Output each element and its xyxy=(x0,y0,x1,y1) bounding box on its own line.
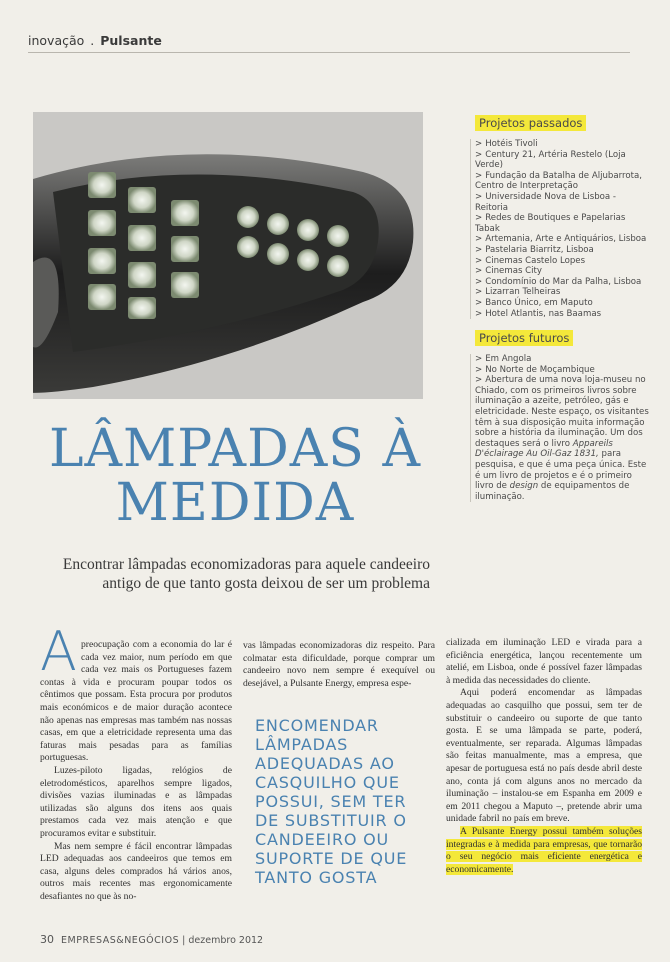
list-item: > Universidade Nova de Lisboa - Reitoria xyxy=(475,191,617,213)
past-projects-list xyxy=(470,139,650,319)
magazine-name: EMPRESAS&NEGÓCIOS xyxy=(61,935,180,946)
drop-cap: A xyxy=(40,620,77,683)
paragraph: preocupação com a economia do lar é cada vez maior, num período em que cada vez mais os Portugueses fazem contas à vida e procuram poupar todos os cêntimos que possam. Esta procura por produtos mais económicos e de maior duração acontece não apenas nas empresas mas também nas nossas casas, em que a eletricidade representa uma das faturas mais pesadas para as famílias portuguesas. xyxy=(40,639,232,764)
article-subhead: Encontrar lâmpadas economizadoras para aquele candeeiro antigo de que tanto gosta deixou de ser um problema xyxy=(62,556,430,592)
body-column-1 xyxy=(40,620,232,903)
led-lamp-photo xyxy=(33,112,423,399)
headline-line-1: LÂMPADAS À xyxy=(48,419,422,479)
list-item: > Hotel Atlantis, nas Baamas xyxy=(475,308,602,319)
list-item: > Condomínio do Mar da Palha, Lisboa xyxy=(475,276,642,287)
future-projects-title: Projetos futuros xyxy=(475,330,573,346)
paragraph: Aqui poderá encomendar as lâmpadas adequadas ao casquilho que possui, sem ter de substituir o candeeiro ou suporte de que tanto gosta. E se uma lâmpada se parte, poderá, eventualmente, ser reparada. Algumas lâmpadas são feitas manualmente, mas a empresa, que apesar de portuguesa está no país desde abril deste ano, conta já com alguns anos no mercado da iluminação – instalou-se em Espanha em 2009 e em 2011 chegou a Maputo –, pretende abrir uma unidade fabril no país em breve. xyxy=(446,687,642,825)
paragraph: cializada em iluminação LED e virada para a eficiência energética, lançou recentemente um atelié, em Lisboa, onde é possível fazer lâmpadas à medida das necessidades do cliente. xyxy=(446,637,642,686)
list-item: > Em Angola xyxy=(475,354,532,365)
paragraph: vas lâmpadas economizadoras diz respeito. Para colmatar esta dificuldade, porque comprar um candeeiro novo nem sempre é exequível ou desejável, a Pulsante Energy, empresa espe- xyxy=(243,640,435,689)
list-item: > Pastelaria Biarritz, Lisboa xyxy=(475,244,594,255)
running-header xyxy=(28,33,162,48)
header-brand: Pulsante xyxy=(100,33,162,48)
pull-quote: ENCOMENDAR LÂMPADAS ADEQUADAS AO CASQUILHO QUE POSSUI, SEM TER DE SUBSTITUIR O CANDEEIRO OU SUPORTE DE QUE TANTO GOSTA xyxy=(255,716,408,887)
led-lamp-illustration xyxy=(33,112,423,399)
highlighted-paragraph: A Pulsante Energy possui também soluções integradas e à medida para empresas, que tornarão o seu negócio mais eficiente energética e economicamente. xyxy=(446,825,642,875)
projects-sidebar xyxy=(470,112,650,502)
list-item: > Cinemas Castelo Lopes xyxy=(475,255,586,266)
paragraph: Mas nem sempre é fácil encontrar lâmpadas LED adequadas aos candeeiros que temos em casa, alguns deles comprados há vários anos, outros mais recentes mas ergonomicamente desafiantes no que às no- xyxy=(40,840,232,902)
future-projects-list xyxy=(470,354,650,502)
header-section: inovação xyxy=(28,33,85,48)
past-projects-title: Projetos passados xyxy=(475,115,586,131)
paragraph: Luzes-piloto ligadas, relógios de eletrodomésticos, aparelhos sempre ligados, divisões vazias iluminadas e as lâmpadas utilizadas são alguns dos itens aos quais prestamos cada vez mais atenção e que procuramos evitar e substituir. xyxy=(40,764,232,839)
list-item: > Cinemas City xyxy=(475,266,543,277)
list-item: > Artemania, Arte e Antiquários, Lisboa xyxy=(475,234,647,245)
list-item: > Abertura de uma nova loja-museu no Chiado, com os primeiros livros sobre iluminação a azeite, petróleo, gás e eletricidade. Neste espaço, os visitantes têm à sua disposição muita informação sobre a história da iluminação. Um dos destaques será o livro Appareils D'éclairage Au Oil-Gaz 1831, para pesquisa, e que é uma peça única. Este é um livro de projetos e é o primeiro livro de design de equipamentos de iluminação. xyxy=(475,375,649,502)
list-item: > Banco Único, em Maputo xyxy=(475,297,593,308)
article-headline xyxy=(40,419,430,533)
list-item: > Fundação da Batalha de Aljubarrota, Centro de Interpretação xyxy=(475,170,643,192)
list-item: > Redes de Boutiques e Papelarias Tabak xyxy=(475,213,626,234)
list-item: > Lizarran Telheiras xyxy=(475,287,561,298)
footer-separator: | xyxy=(182,935,186,946)
body-column-3 xyxy=(446,637,642,876)
page-footer xyxy=(40,933,263,946)
body-column-2 xyxy=(243,640,435,690)
header-separator: . xyxy=(90,33,95,48)
list-item: > No Norte de Moçambique xyxy=(475,364,595,375)
list-item: > Century 21, Artéria Restelo (Loja Verde) xyxy=(475,149,626,171)
headline-line-2: MEDIDA xyxy=(115,473,355,533)
header-rule xyxy=(28,52,630,53)
page-number: 30 xyxy=(40,933,54,946)
issue-date: dezembro 2012 xyxy=(188,935,264,946)
list-item: > Hotéis Tivoli xyxy=(475,139,538,149)
